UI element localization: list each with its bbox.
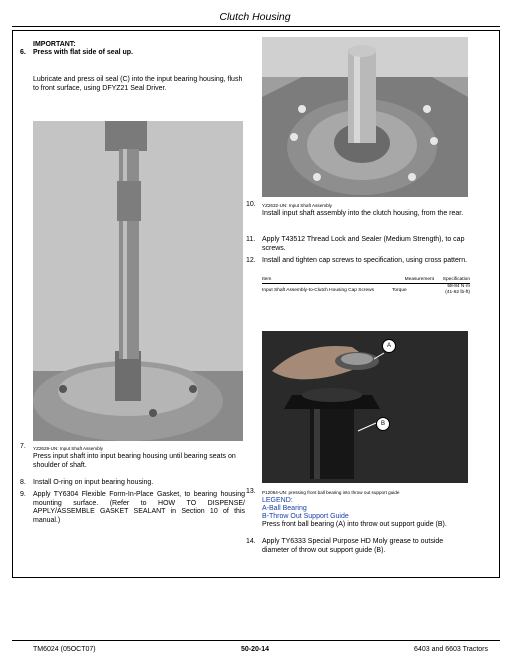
important-label: IMPORTANT: xyxy=(33,41,76,48)
step-6-text: Press with flat side of seal up. xyxy=(33,49,133,56)
step-7-caption: YZ2629-UN: Input Shaft Assembly xyxy=(33,446,103,451)
footer-doc-id: TM6024 (05OCT07) xyxy=(33,646,96,653)
step-10-number: 10. xyxy=(246,201,256,208)
step-9-number: 9. xyxy=(20,491,26,498)
spec-row-measurement: Torque xyxy=(392,287,407,293)
page-title: Clutch Housing xyxy=(219,11,291,23)
bearing-guide-photo xyxy=(262,331,468,483)
shaft-assembly-photo xyxy=(262,37,468,197)
step-12-number: 12. xyxy=(246,257,256,264)
spec-table xyxy=(262,277,470,295)
step-6-note: Lubricate and press oil seal (C) into the input bearing housing, flush to front surface, using DFYZ21 Seal Driver. xyxy=(33,76,243,92)
spec-header-measurement: Measurement xyxy=(404,277,434,282)
step-6-number: 6. xyxy=(20,49,26,56)
step-14-text: Apply TY6333 Special Purpose HD Moly grease to outside diameter of throw out support guide (B). xyxy=(262,538,444,554)
spec-row-item: Input Shaft Assembly-to-Clutch Housing Cap Screws xyxy=(262,287,374,293)
spec-row-spec-imperial: (41-62 lb-ft) xyxy=(445,289,470,295)
spec-row-spec-metric: 58-84 N·m xyxy=(447,283,470,289)
footer-page-number: 50-20-14 xyxy=(240,646,270,653)
callout-a: A xyxy=(382,339,396,353)
step-7-number: 7. xyxy=(20,443,26,450)
step-13-number: 13. xyxy=(246,488,256,495)
input-shaft-photo xyxy=(33,121,243,441)
step-7-text: Press input shaft into input bearing housing until bearing seats on shoulder of shaft. xyxy=(33,453,236,469)
spec-row-specification xyxy=(434,283,470,295)
footer-model: 6403 and 6603 Tractors xyxy=(414,646,488,653)
spec-header-specification: Specification xyxy=(442,277,470,282)
legend-title: LEGEND: xyxy=(262,497,293,504)
step-11-number: 11. xyxy=(246,236,256,243)
legend-a: A-Ball Bearing xyxy=(262,505,307,512)
step-14-number: 14. xyxy=(246,538,256,545)
spec-header-item: Item xyxy=(262,277,272,282)
legend-b: B-Throw Out Support Guide xyxy=(262,513,349,520)
step-13-caption: P12064-UN: pressing front ball bearing into throw out support guide xyxy=(262,490,400,495)
step-8-number: 8. xyxy=(20,479,26,486)
step-9-text: Apply TY6304 Flexible Form-In-Place Gasket, to bearing housing mounting surface. (Refer to HOW TO DISPENSE/ APPLY/ASSEMBLE GASKET SEALANT in Section 10 of this manual.) xyxy=(33,491,245,524)
step-10-caption: YZ2632-UN: Input Shaft Assembly xyxy=(262,203,332,208)
step-12-text: Install and tighten cap screws to specification, using cross pattern. xyxy=(262,257,468,264)
step-11-text: Apply T43512 Thread Lock and Sealer (Medium Strength), to cap screws. xyxy=(262,236,465,252)
step-8-text: Install O-ring on input bearing housing. xyxy=(33,479,154,486)
header-divider xyxy=(12,26,500,27)
footer-divider xyxy=(12,640,500,641)
callout-b: B xyxy=(376,417,390,431)
step-10-text: Install input shaft assembly into the clutch housing, from the rear. xyxy=(262,210,464,217)
step-13-text: Press front ball bearing (A) into throw out support guide (B). xyxy=(262,521,447,528)
